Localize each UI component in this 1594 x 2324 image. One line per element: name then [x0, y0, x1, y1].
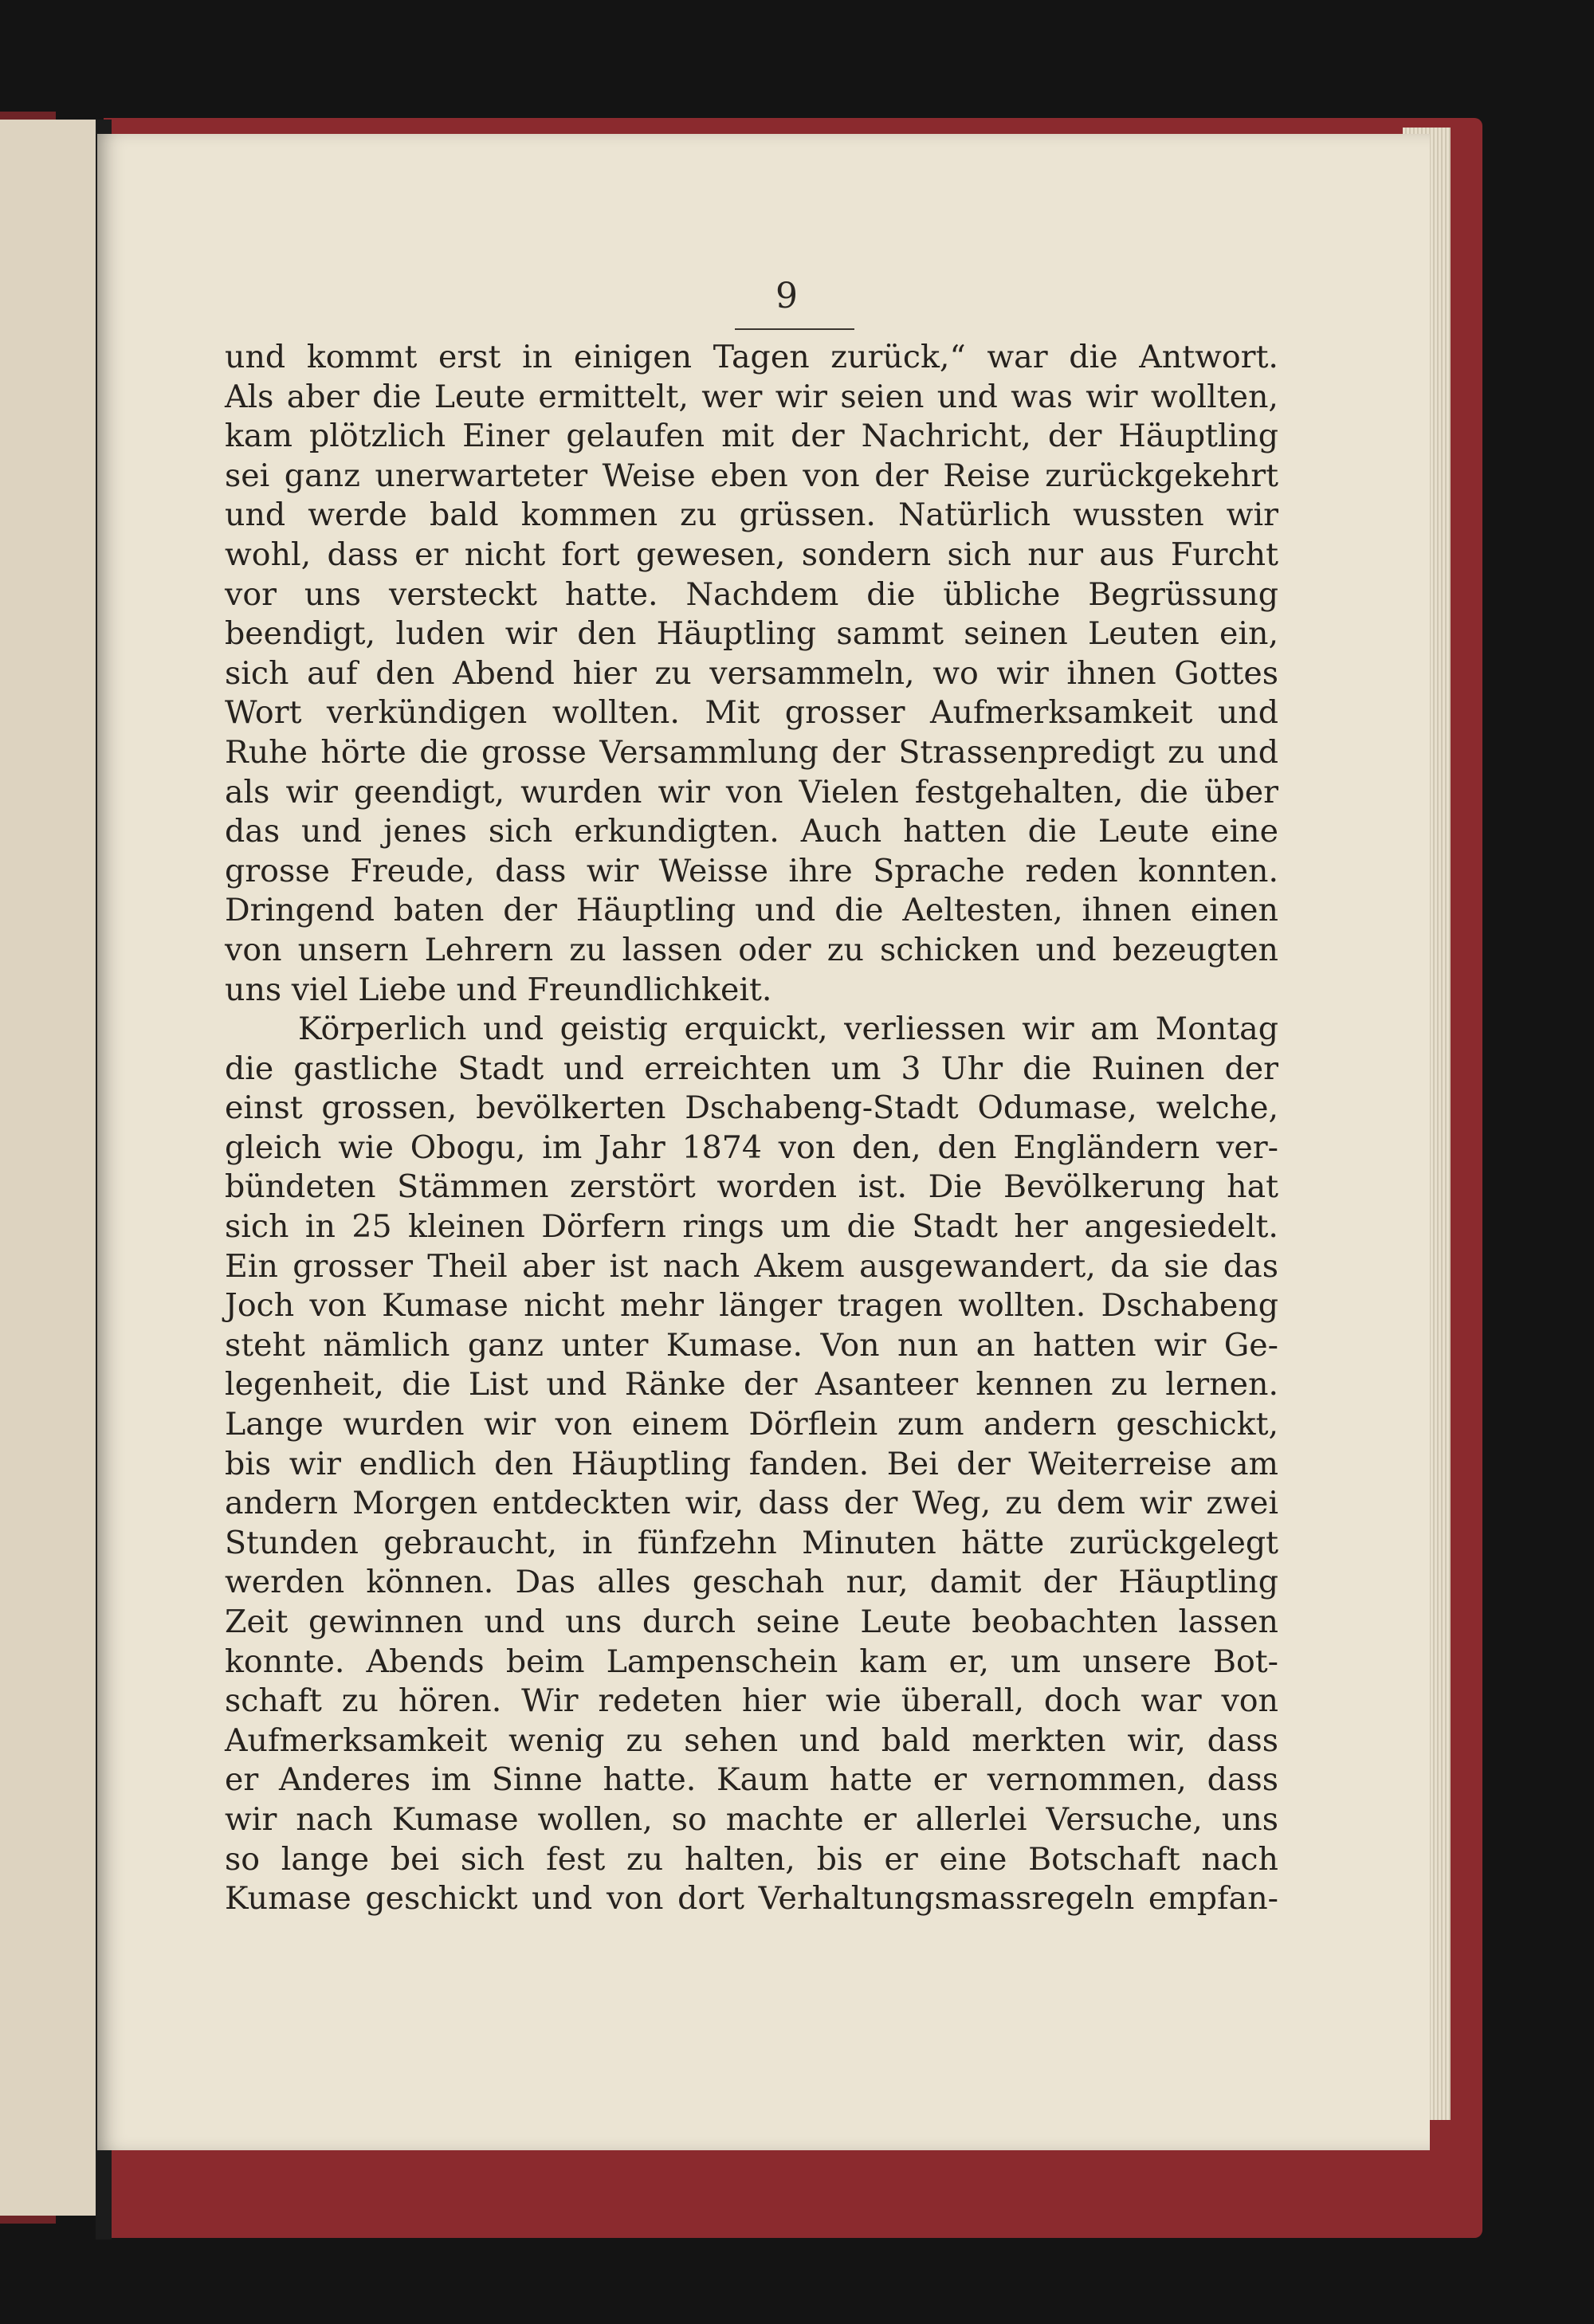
text-line: und werde bald kommen zu grüssen. Natürlich wussten wir: [225, 497, 1278, 534]
text-line: Zeit gewinnen und uns durch seine Leute beobachten lassen: [225, 1604, 1278, 1640]
text-line: bündeten Stämmen zerstört worden ist. Die Bevölkerung hat: [225, 1168, 1278, 1206]
text-line: von unsern Lehrern zu lassen oder zu schicken und bezeugten: [225, 931, 1278, 968]
text-line: Stunden gebraucht, in fünfzehn Minuten hätte zurückgelegt: [225, 1524, 1278, 1561]
text-line: Kumase geschickt und von dort Verhaltungsmassregeln empfan-: [225, 1880, 1278, 1918]
text-line: Ruhe hörte die grosse Versammlung der Strassenpredigt zu und: [225, 733, 1278, 771]
text-line: die gastliche Stadt und erreichten um 3 Uhr die Ruinen der: [225, 1050, 1278, 1087]
text-line: konnte. Abends beim Lampenschein kam er, um unsere Bot-: [225, 1643, 1278, 1680]
text-line: legenheit, die List und Ränke der Asanteer kennen zu lernen.: [225, 1366, 1278, 1403]
text-line: Wort verkündigen wollten. Mit grosser Aufmerksamkeit und: [225, 694, 1278, 732]
text-line: steht nämlich ganz unter Kumase. Von nun an hatten wir Ge-: [225, 1326, 1278, 1364]
text-line: als wir geendigt, wurden wir von Vielen festgehalten, die über: [225, 773, 1278, 811]
text-line: bis wir endlich den Häuptling fanden. Bei der Weiterreise am: [225, 1445, 1278, 1482]
body-text: [225, 338, 1278, 1919]
text-line: Ein grosser Theil aber ist nach Akem ausgewandert, da sie das: [225, 1247, 1278, 1285]
text-line: sich in 25 kleinen Dörfern rings um die Stadt her angesiedelt.: [225, 1208, 1278, 1246]
text-line: so lange bei sich fest zu halten, bis er eine Botschaft nach: [225, 1840, 1278, 1878]
text-line: und kommt erst in einigen Tagen zurück,“ war die Antwort.: [225, 339, 1278, 375]
paragraph-start-line: Körperlich und geistig erquickt, verliessen wir am Montag: [298, 1011, 1278, 1048]
page-number: 9: [775, 276, 798, 316]
paragraph-end-line: uns viel Liebe und Freundlichkeit.: [225, 971, 772, 1008]
header-rule: [735, 328, 854, 330]
text-line: andern Morgen entdeckten wir, dass der Weg, zu dem wir zwei: [225, 1485, 1278, 1522]
text-line: kam plötzlich Einer gelaufen mit der Nachricht, der Häuptling: [225, 418, 1278, 455]
text-line: sich auf den Abend hier zu versammeln, wo wir ihnen Gottes: [225, 654, 1278, 692]
text-line: Joch von Kumase nicht mehr länger tragen wollten. Dschabeng: [225, 1287, 1278, 1325]
text-line: gleich wie Obogu, im Jahr 1874 von den, den Engländern ver-: [225, 1129, 1278, 1166]
text-line: sei ganz unerwarteter Weise eben von der Reise zurückgekehrt: [225, 457, 1278, 494]
text-line: Lange wurden wir von einem Dörflein zum andern geschickt,: [225, 1406, 1278, 1443]
text-line: schaft zu hören. Wir redeten hier wie überall, doch war von: [225, 1682, 1278, 1720]
text-line: werden können. Das alles geschah nur, damit der Häuptling: [225, 1564, 1278, 1601]
text-line: einst grossen, bevölkerten Dschabeng-Stadt Odumase, welche,: [225, 1089, 1278, 1127]
text-line: vor uns versteckt hatte. Nachdem die übliche Begrüssung: [225, 575, 1278, 613]
book-page: [97, 134, 1430, 2150]
text-line: das und jenes sich erkundigten. Auch hatten die Leute eine: [225, 813, 1278, 850]
text-line: Dringend baten der Häuptling und die Aeltesten, ihnen einen: [225, 892, 1278, 929]
text-line: beendigt, luden wir den Häuptling sammt seinen Leuten ein,: [225, 615, 1278, 653]
left-page-edge: [0, 120, 104, 2216]
text-line: Als aber die Leute ermittelt, wer wir seien und was wir wollten,: [225, 378, 1278, 415]
text-line: er Anderes im Sinne hatte. Kaum hatte er vernommen, dass: [225, 1761, 1278, 1799]
text-line: grosse Freude, dass wir Weisse ihre Sprache reden konnten.: [225, 852, 1278, 889]
text-line: wir nach Kumase wollen, so machte er allerlei Versuche, uns: [225, 1800, 1278, 1838]
text-line: Aufmerksamkeit wenig zu sehen und bald merkten wir, dass: [225, 1721, 1278, 1759]
text-line: wohl, dass er nicht fort gewesen, sondern sich nur aus Furcht: [225, 536, 1278, 573]
